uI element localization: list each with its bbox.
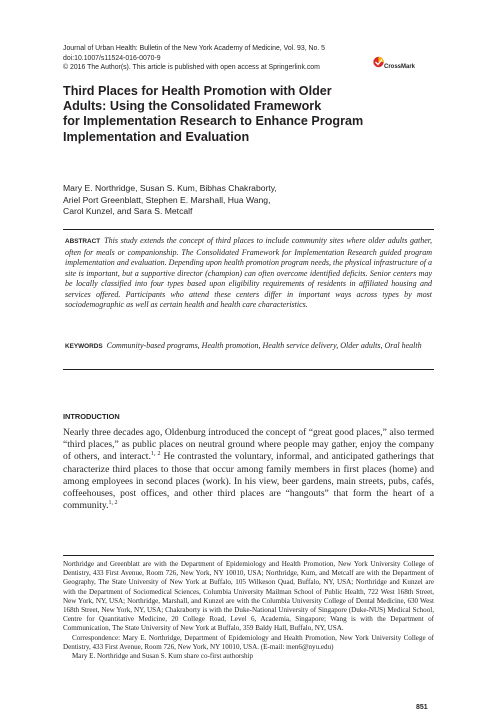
- abstract-block: [65, 236, 432, 311]
- footnote-block: [63, 560, 434, 661]
- abstract-bottom-rule: [63, 369, 434, 370]
- title-line: Adults: Using the Consolidated Framework: [63, 99, 322, 114]
- co-first-author-note: Mary E. Northridge and Susan S. Kum share co-first authorship: [72, 652, 254, 661]
- crossmark-icon[interactable]: [372, 52, 436, 74]
- introduction-paragraph: [63, 427, 434, 512]
- crossmark-label[interactable]: CrossMark: [384, 64, 416, 70]
- page-number: 851: [416, 704, 428, 711]
- abstract-text: This study extends the concept of third places to include community sites where older adults gather, often for meals or companionship. The Consolidated Framework for Implementation Research guided program implementation and evaluation. Depending upon health promotion program needs, the physical infrastructure of a site is important, but a supportive director (champion) can often overcome identified deficits. Senior centers may be locally classified into four types based upon eligibility requirements of residents in affiliated housing and services offered. Participants who attend these centers differ in important ways across types by most sociodemographic as well as certain health and health care characteristics.: [65, 236, 432, 309]
- footnote-rule: [63, 555, 434, 556]
- paragraph-text: Nearly three decades ago, Oldenburg introduced the concept of “great good places,” also termed “third places,” as public places on neutral ground where people may gather, enjoy the company of others, and interact.: [63, 427, 434, 463]
- title-line: Third Places for Health Promotion with Older: [63, 84, 332, 98]
- journal-header: [63, 44, 403, 73]
- copyright-line: © 2016 The Author(s). This article is published with open access at Springerlink.com: [63, 64, 320, 71]
- affiliations-note: Northridge and Greenblatt are with the Department of Epidemiology and Health Promotion, New York University College of Dentistry, 433 First Avenue, Room 726, New York, NY 10010, USA; Northridge, Kum, and Metcalf are with the Department of Geography, The State University of New York at Buffalo, 105 Wilkeson Quad, Buffalo, NY, USA; Northridge and Kunzel are with the Department of Sociomedical Sciences, Columbia University Mailman School of Public Health, 722 West 168th Street, New York, NY, USA; Northridge, Marshall, and Kunzel are with the Columbia University College of Dental Medicine, 630 West 168th Street, New York, NY, USA; Chakraborty is with the Duke-National University of Singapore (Duke-NUS) Medical School, Centre for Quantitative Medicine, 20 College Road, Level 6, Academia, Singapore; Wang is with the Department of Communication, The State University of New York at Buffalo, 359 Baldy Hall, Buffalo, NY, USA.: [63, 560, 434, 633]
- paragraph-text: He contrasted the voluntary, informal, and anticipated gatherings that characterize third places to those that occur among family members in first places (home) and among employees in second places (work). In his view, beer gardens, main streets, pubs, cafés, coffeehouses, post offices, and other third places are “hangouts” that form the heart of a community.: [63, 451, 435, 512]
- citation-ref[interactable]: 1, 2: [150, 451, 161, 458]
- journal-citation: Journal of Urban Health: Bulletin of the New York Academy of Medicine, Vol. 93, No. 5: [63, 45, 325, 52]
- section-heading: INTRODUCTION: [63, 412, 120, 421]
- article-title: [63, 84, 393, 145]
- abstract-top-rule: [63, 229, 434, 230]
- title-line: for Implementation Research to Enhance Program: [63, 114, 364, 129]
- doi-line[interactable]: doi:10.1007/s11524-016-0070-9: [63, 54, 161, 62]
- author-line: Carol Kunzel, and Sara S. Metcalf: [63, 206, 193, 217]
- author-list: [63, 183, 393, 218]
- keywords-block: [65, 341, 432, 353]
- keywords-label: KEYWORDS: [65, 343, 103, 350]
- correspondence-note: Correspondence: Mary E. Northridge, Department of Epidemiology and Health Promotion, New York University College of Dentistry, 433 First Avenue, Room 726, New York, NY 10010, USA. (E-mail: men6@nyu.edu): [63, 633, 434, 651]
- abstract-label: ABSTRACT: [65, 238, 101, 245]
- citation-ref[interactable]: 1, 2: [108, 500, 118, 507]
- author-line: Ariel Port Greenblatt, Stephen E. Marshall, Hua Wang,: [63, 194, 271, 205]
- author-line: Mary E. Northridge, Susan S. Kum, Bibhas Chakraborty,: [63, 183, 277, 193]
- title-line: Implementation and Evaluation: [63, 129, 250, 144]
- keywords-text: Community-based programs, Health promotion, Health service delivery, Older adults, Oral health: [106, 341, 422, 350]
